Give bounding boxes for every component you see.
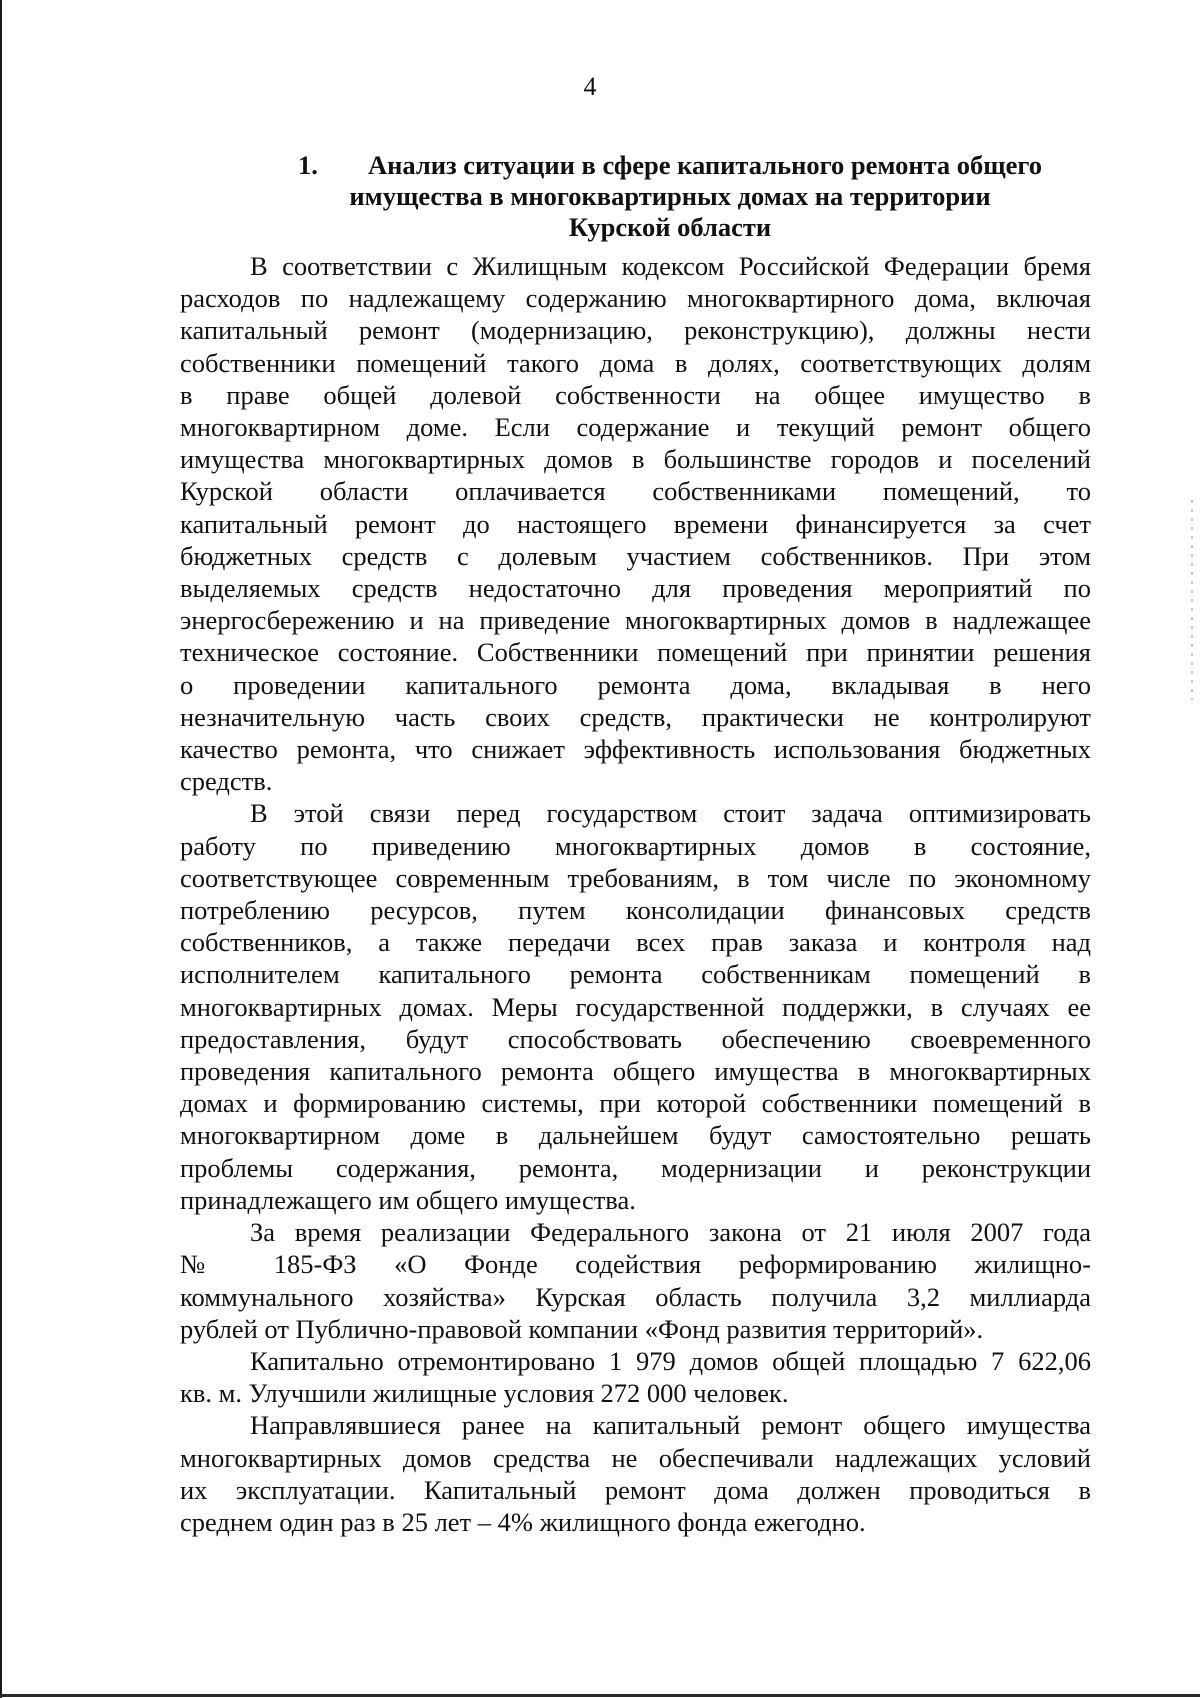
paragraph xyxy=(180,1409,1091,1538)
paragraph-line: многоквартирном доме в дальнейшем будут самостоятельно решать xyxy=(180,1120,1091,1151)
paragraph-line: проведения капитального ремонта общего имущества в многоквартирных xyxy=(180,1056,1091,1087)
paragraph-line: исполнителем капитального ремонта собственникам помещений в xyxy=(180,959,1091,990)
paragraph-line: бюджетных средств с долевым участием собственников. При этом xyxy=(180,540,1091,571)
section-title-part-1: Анализ ситуации в сфере капитального ремонта общего xyxy=(367,150,1043,180)
paragraph-line: многоквартирных домов средства не обеспечивали надлежащих условий xyxy=(180,1442,1091,1473)
paragraph-line: о проведении капитального ремонта дома, вкладывая в него xyxy=(180,669,1091,700)
paragraph-line: в праве общей долевой собственности на общее имущество в xyxy=(180,379,1091,410)
scan-edge-marks xyxy=(1191,500,1193,700)
paragraph-line: принадлежащего им общего имущества. xyxy=(180,1184,636,1215)
paragraph-line: техническое состояние. Собственники помещений при принятии решения xyxy=(180,637,1091,668)
paragraph-line: работу по приведению многоквартирных домов в состояние, xyxy=(180,830,1091,861)
section-number: 1. xyxy=(297,150,318,180)
paragraph-line: энергосбережению и на приведение многоквартирных домов в надлежащее xyxy=(180,605,1091,636)
paragraph-line: Направлявшиеся ранее на капитальный ремонт общего имущества xyxy=(250,1410,1091,1441)
paragraph-line: В соответствии с Жилищным кодексом Российской Федерации бремя xyxy=(250,251,1091,281)
paragraph-line: Курской области оплачивается собственниками помещений, то xyxy=(180,476,1091,507)
paragraph-line: качество ремонта, что снижает эффективность использования бюджетных xyxy=(180,734,1091,765)
paragraph-line: незначительную часть своих средств, практически не контролируют xyxy=(180,701,1091,732)
paragraph-line: собственники помещений такого дома в долях, соответствующих долям xyxy=(180,347,1091,378)
paragraph-line: кв. м. Улучшили жилищные условия 272 000 человек. xyxy=(180,1378,789,1409)
paragraph-line: потреблению ресурсов, путем консолидации финансовых средств xyxy=(180,895,1091,926)
paragraph-line: За время реализации Федерального закона от 21 июля 2007 года xyxy=(250,1217,1091,1248)
section-title-part-2: имущества в многоквартирных домах на территории xyxy=(349,181,991,211)
paragraph-line: рублей от Публично-правовой компании «Фонд развития территорий». xyxy=(180,1313,984,1344)
paragraph-line: многоквартирном доме. Если содержание и текущий ремонт общего xyxy=(180,412,1091,443)
paragraph-line: выделяемых средств недостаточно для проведения мероприятий по xyxy=(180,573,1091,604)
paragraph-line: соответствующее современным требованиям, в том числе по экономному xyxy=(180,862,1091,893)
paragraph xyxy=(180,250,1091,797)
paragraph-line: В этой связи перед государством стоит задача оптимизировать xyxy=(250,798,1091,829)
paragraph-line: многоквартирных домах. Меры государственной поддержки, в случаях ее xyxy=(180,991,1091,1022)
paragraph xyxy=(180,797,1091,1216)
paragraph-line: проблемы содержания, ремонта, модернизации и реконструкции xyxy=(180,1152,1091,1183)
paragraph-line: среднем один раз в 25 лет – 4% жилищного фонда ежегодно. xyxy=(180,1506,866,1537)
paragraph-line: расходов по надлежащему содержанию многоквартирного дома, включая xyxy=(180,283,1091,314)
paragraph-line: № 185-ФЗ «О Фонде содействия реформированию жилищно- xyxy=(180,1249,1091,1280)
section-heading xyxy=(270,150,1070,243)
paragraph-line: собственников, а также передачи всех прав заказа и контроля над xyxy=(180,927,1091,958)
body-text xyxy=(180,250,1091,1538)
paragraph-line: их эксплуатации. Капитальный ремонт дома должен проводиться в xyxy=(180,1474,1091,1505)
section-title-part-3: Курской области xyxy=(568,212,772,242)
paragraph-line: капитальный ремонт до настоящего времени финансируется за счет xyxy=(180,508,1091,539)
scan-left-edge xyxy=(0,0,2,1698)
section-heading-line-1 xyxy=(270,150,1070,181)
paragraph-line: капитальный ремонт (модернизацию, реконструкцию), должны нести xyxy=(180,315,1091,346)
paragraph-line: имущества многоквартирных домов в большинстве городов и поселений xyxy=(180,444,1091,475)
paragraph-line: предоставления, будут способствовать обеспечению своевременного xyxy=(180,1023,1091,1054)
page-number: 4 xyxy=(583,72,597,101)
paragraph xyxy=(180,1345,1091,1409)
paragraph xyxy=(180,1216,1091,1345)
paragraph-line: коммунального хозяйства» Курская область получила 3,2 миллиарда xyxy=(180,1281,1091,1312)
scan-bottom-edge xyxy=(0,1694,1200,1697)
paragraph-line: Капитально отремонтировано 1 979 домов общей площадью 7 622,06 xyxy=(250,1345,1091,1376)
paragraph-line: средств. xyxy=(180,766,273,797)
paragraph-line: домах и формированию системы, при которой собственники помещений в xyxy=(180,1088,1091,1119)
